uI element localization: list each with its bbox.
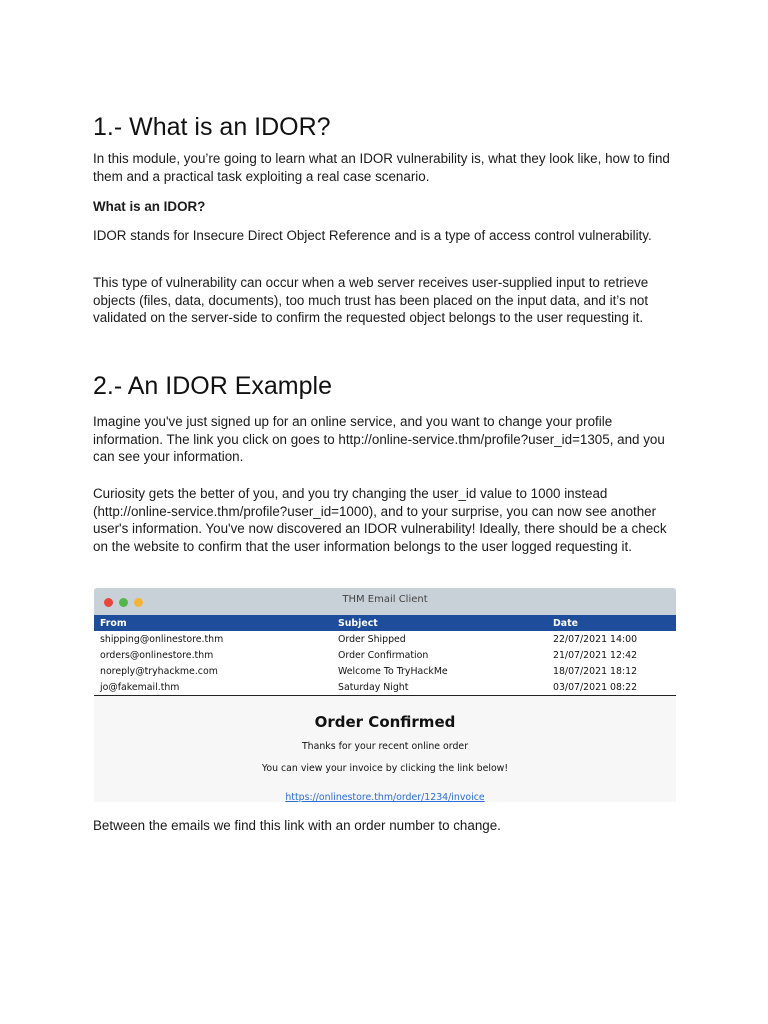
email-row[interactable] [94,663,676,679]
invoice-link[interactable]: https://onlinestore.thm/order/1234/invoice [285,792,485,802]
email-from: jo@fakemail.thm [94,679,332,696]
email-list-header [94,615,676,631]
section-heading-what-is-idor: 1.- What is an IDOR? [93,113,331,141]
column-header-date[interactable]: Date [553,617,578,629]
email-list-table [94,615,676,696]
example-paragraph-1: Imagine you've just signed up for an online service, and you want to change your profile information. The link you click on goes to http://online-service.thm/profile?user_id=1305, and you can see your information. [93,414,665,465]
closing-paragraph: Between the emails we find this link with an order number to change. [93,818,501,833]
email-subject: Order Confirmation [332,647,547,663]
section-heading-idor-example: 2.- An IDOR Example [93,372,332,400]
email-date: 21/07/2021 12:42 [547,647,676,663]
email-row[interactable] [94,631,676,647]
message-heading: Order Confirmed [314,713,456,731]
explanation-paragraph: This type of vulnerability can occur when a web server receives user-supplied input to retrieve objects (files, data, documents), too much trust has been placed on the input data, and it’s not validated on the server-side to confirm the requested object belongs to the user requesting it. [93,275,649,326]
email-client-title: THM Email Client [342,594,428,605]
email-client-titlebar [94,588,676,615]
email-subject: Order Shipped [332,631,547,647]
column-header-subject[interactable]: Subject [338,617,378,629]
email-from: orders@onlinestore.thm [94,647,332,663]
column-header-from[interactable]: From [100,617,127,629]
email-date: 18/07/2021 18:12 [547,663,676,679]
definition-paragraph: IDOR stands for Insecure Direct Object Reference and is a type of access control vulnerability. [93,228,652,243]
email-subject: Saturday Night [332,679,547,696]
message-line-1: Thanks for your recent online order [301,741,469,752]
message-line-2: You can view your invoice by clicking the link below! [261,763,509,774]
email-message-body [94,696,676,802]
example-paragraph-2: Curiosity gets the better of you, and you try changing the user_id value to 1000 instead (http://online-service.thm/profile?user_id=1000), and to your surprise, you can now see another user's information. You've now discovered an IDOR vulnerability! Ideally, there should be a check on the website to confirm that the user information belongs to the user logged requesting it. [93,486,667,555]
intro-paragraph: In this module, you’re going to learn what an IDOR vulnerability is, what they look like, how to find them and a practical task exploiting a real case scenario. [93,151,670,184]
subheading-what-is-idor: What is an IDOR? [93,199,206,214]
email-row[interactable] [94,647,676,663]
email-subject: Welcome To TryHackMe [332,663,547,679]
email-from: noreply@tryhackme.com [94,663,332,679]
email-row[interactable] [94,679,676,696]
email-date: 03/07/2021 08:22 [547,679,676,696]
email-from: shipping@onlinestore.thm [94,631,332,647]
email-date: 22/07/2021 14:00 [547,631,676,647]
email-client-screenshot [94,588,676,802]
